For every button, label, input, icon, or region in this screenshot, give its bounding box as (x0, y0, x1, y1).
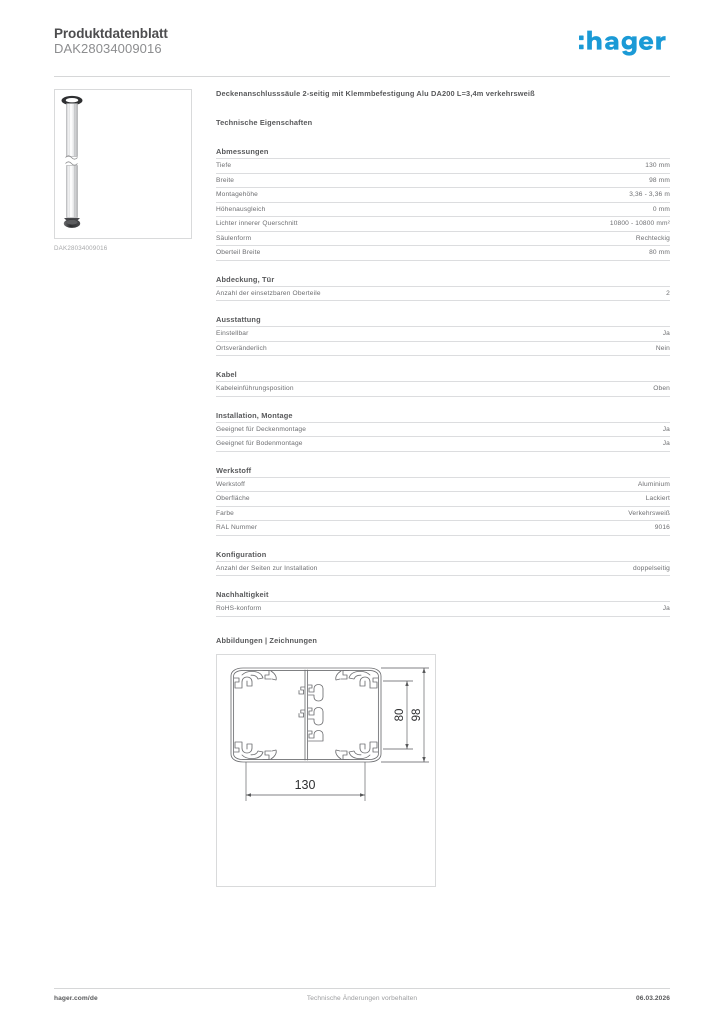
header-divider (54, 76, 670, 77)
spec-key: Oberteil Breite (216, 246, 443, 261)
hager-logo-svg (578, 30, 670, 56)
spec-value: Nein (443, 341, 670, 356)
spec-group-kabel (216, 370, 670, 397)
table-row (216, 231, 670, 246)
dimension-label-98: 98 (411, 708, 423, 721)
spec-value: Oben (443, 382, 670, 397)
table-row (216, 561, 670, 576)
table-row (216, 506, 670, 521)
spec-value: 9016 (443, 521, 670, 536)
spec-value: Ja (443, 327, 670, 342)
spec-key: RoHS-konform (216, 602, 443, 617)
table-row (216, 521, 670, 536)
spec-value: Ja (443, 437, 670, 452)
table-row (216, 286, 670, 301)
spec-value: Lackiert (443, 492, 670, 507)
spec-key: Geeignet für Deckenmontage (216, 422, 443, 437)
spec-table (216, 422, 670, 452)
drawings-heading: Abbildungen | Zeichnungen (216, 635, 318, 645)
table-row (216, 173, 670, 188)
spec-table (216, 381, 670, 397)
spec-value: 80 mm (443, 246, 670, 261)
product-description: Deckenanschlusssäule 2-seitig mit Klemmbefestigung Alu DA200 L=3,4m verkehrsweiß (216, 89, 535, 98)
spec-key: Höhenausgleich (216, 202, 443, 217)
spec-value: 10800 - 10800 mm² (443, 217, 670, 232)
spec-key: RAL Nummer (216, 521, 443, 536)
spec-table (216, 601, 670, 617)
spec-value: doppelseitig (443, 561, 670, 576)
spec-group-heading: Abmessungen (216, 147, 269, 156)
dimension-label-130: 130 (294, 777, 316, 792)
product-reference: DAK28034009016 (54, 41, 162, 56)
spec-table (216, 477, 670, 536)
spec-group-ausstattung (216, 315, 670, 356)
spec-group-abmessungen (216, 147, 670, 261)
footer-date: 06.03.2026 (635, 995, 670, 1002)
table-row (216, 477, 670, 492)
table-row (216, 382, 670, 397)
spec-table (216, 326, 670, 356)
spec-value: 2 (443, 286, 670, 301)
table-row (216, 602, 670, 617)
page-footer (54, 995, 670, 1009)
spec-group-werkstoff (216, 466, 670, 536)
spec-group-konfiguration (216, 550, 670, 577)
table-row (216, 492, 670, 507)
spec-group-heading: Installation, Montage (216, 410, 293, 420)
spec-key: Säulenform (216, 231, 443, 246)
table-row (216, 327, 670, 342)
footer-website[interactable]: hager.com/de (54, 995, 98, 1002)
spec-value: 130 mm (443, 159, 670, 174)
spec-group-abdeckung-tuer (216, 275, 670, 302)
spec-group-heading: Kabel (216, 370, 237, 379)
table-row (216, 422, 670, 437)
spec-value: Ja (443, 422, 670, 437)
spec-group-heading: Nachhaltigkeit (216, 590, 269, 599)
spec-value: Aluminium (443, 477, 670, 492)
main-content (216, 89, 670, 887)
spec-key: Breite (216, 173, 443, 188)
spec-key: Lichter innerer Querschnitt (216, 217, 443, 232)
table-row (216, 246, 670, 261)
spec-group-heading: Ausstattung (216, 315, 261, 324)
spec-key: Ortsveränderlich (216, 341, 443, 356)
spec-value: 0 mm (443, 202, 670, 217)
spec-value: 3,36 - 3,36 m (443, 188, 670, 203)
spec-key: Farbe (216, 506, 443, 521)
table-row (216, 159, 670, 174)
technical-properties-heading: Technische Eigenschaften (216, 118, 313, 127)
spec-group-installation-montage (216, 411, 670, 452)
table-row (216, 202, 670, 217)
hager-logo (578, 30, 670, 62)
technical-drawing-panel (216, 654, 436, 887)
footer-divider (54, 988, 670, 989)
spec-key: Anzahl der Seiten zur Installation (216, 561, 443, 576)
footer-disclaimer: Technische Änderungen vorbehalten (306, 995, 418, 1002)
page-header (54, 26, 670, 72)
table-row (216, 188, 670, 203)
spec-table (216, 158, 670, 261)
spec-key: Montagehöhe (216, 188, 443, 203)
spec-group-heading: Abdeckung, Tür (216, 274, 275, 284)
cross-section-drawing (217, 655, 435, 886)
spec-group-heading: Werkstoff (216, 465, 252, 475)
spec-key: Oberfläche (216, 492, 443, 507)
spec-value: Verkehrsweiß (443, 506, 670, 521)
spec-table (216, 286, 670, 302)
product-image-panel (54, 89, 192, 239)
product-column-illustration (55, 90, 191, 238)
table-row (216, 437, 670, 452)
spec-key: Tiefe (216, 159, 443, 174)
spec-key: Anzahl der einsetzbaren Oberteile (216, 286, 443, 301)
product-image-caption: DAK28034009016 (54, 245, 108, 252)
spec-table (216, 561, 670, 577)
spec-key: Einstellbar (216, 327, 443, 342)
spec-group-nachhaltigkeit (216, 590, 670, 617)
spec-value: Rechteckig (443, 231, 670, 246)
dimension-label-80: 80 (394, 708, 406, 721)
page-title: Produktdatenblatt (54, 26, 168, 41)
table-row (216, 217, 670, 232)
spec-key: Werkstoff (216, 477, 443, 492)
spec-value: Ja (443, 602, 670, 617)
table-row (216, 341, 670, 356)
spec-key: Geeignet für Bodenmontage (216, 437, 443, 452)
spec-group-heading: Konfiguration (216, 549, 267, 559)
spec-key: Kabeleinführungsposition (216, 382, 443, 397)
spec-value: 98 mm (443, 173, 670, 188)
